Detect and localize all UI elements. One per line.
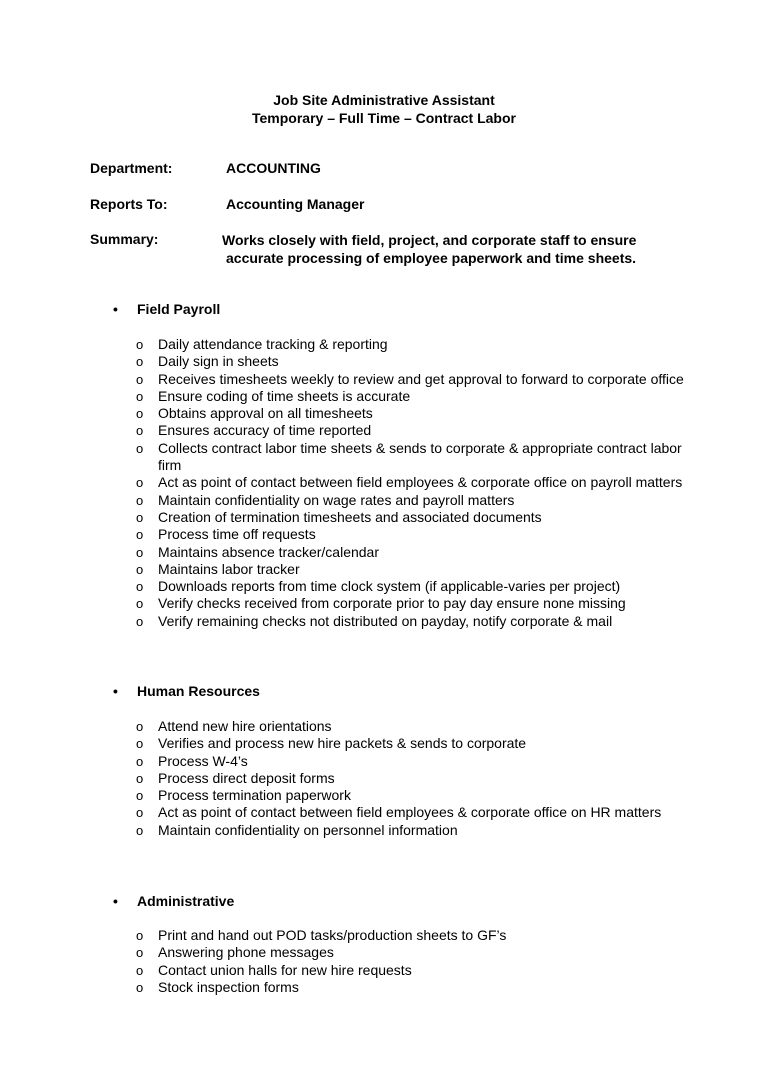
circle-marker-icon: o (136, 527, 144, 543)
list-item (136, 613, 698, 630)
list-item (136, 440, 698, 475)
list-item (136, 804, 698, 821)
list-item (136, 353, 698, 370)
reports-to-label: Reports To: (90, 196, 168, 212)
list-item-text: Print and hand out POD tasks/production sheets to GF’s (158, 927, 507, 943)
circle-marker-icon: o (136, 962, 144, 978)
circle-marker-icon: o (136, 579, 144, 595)
circle-marker-icon: o (136, 928, 144, 943)
list-item (136, 544, 698, 561)
list-item (136, 526, 698, 543)
circle-marker-icon: o (136, 596, 144, 612)
circle-marker-icon: o (136, 770, 144, 786)
reports-to-value: Accounting Manager (226, 196, 365, 212)
list-item-text: Process W-4’s (158, 752, 248, 769)
list-item-text: Daily attendance tracking & reporting (158, 336, 388, 352)
section-title: Field Payroll (137, 301, 221, 317)
list-item-text: Receives timesheets weekly to review and get approval to forward to corporate office (158, 370, 684, 387)
list-item (136, 962, 698, 979)
list-item-text: Contact union halls for new hire requests (158, 961, 412, 978)
list-item (136, 388, 698, 405)
list-item-text: Maintains labor tracker (158, 560, 300, 577)
summary-line-1: Works closely with field, project, and corporate staff to ensure (222, 232, 637, 248)
list-item (136, 578, 698, 595)
list-item-text: Collects contract labor time sheets & sends to corporate & appropriate contract labor firm (158, 439, 682, 474)
list-item (136, 787, 698, 804)
list-item-text: Downloads reports from time clock system (if applicable-varies per project) (158, 578, 621, 595)
circle-marker-icon: o (136, 719, 144, 734)
bullet-icon: • (113, 893, 118, 909)
human-resources-list (136, 718, 698, 839)
list-item (136, 371, 698, 388)
list-item-text: Maintains absence tracker/calendar (158, 543, 380, 560)
circle-marker-icon: o (136, 475, 144, 491)
summary-text (222, 231, 692, 267)
list-item-text: Creation of termination timesheets and associated documents (158, 508, 542, 525)
list-item (136, 927, 698, 944)
circle-marker-icon: o (136, 406, 144, 422)
administrative-list (136, 927, 698, 996)
list-item-text: Attend new hire orientations (158, 718, 332, 734)
circle-marker-icon: o (136, 492, 144, 508)
circle-marker-icon: o (136, 337, 144, 352)
summary-label: Summary: (90, 231, 159, 247)
list-item-text: Ensures accuracy of time reported (158, 422, 372, 439)
circle-marker-icon: o (136, 945, 144, 961)
list-item (136, 822, 698, 839)
list-item (136, 474, 698, 491)
list-item-text: Obtains approval on all timesheets (158, 405, 373, 422)
circle-marker-icon: o (136, 753, 144, 769)
list-item-text: Stock inspection forms (158, 978, 299, 995)
section-title: Human Resources (137, 683, 260, 699)
list-item-text: Answering phone messages (158, 944, 334, 961)
department-label: Department: (90, 160, 173, 176)
circle-marker-icon: o (136, 440, 144, 456)
circle-marker-icon: o (136, 544, 144, 560)
summary-line-2: accurate processing of employee paperwork and time sheets. (226, 250, 637, 266)
list-item-text: Process direct deposit forms (158, 769, 335, 786)
field-payroll-list (136, 336, 698, 630)
list-item (136, 509, 698, 526)
bullet-icon: • (113, 683, 118, 699)
circle-marker-icon: o (136, 354, 144, 370)
circle-marker-icon: o (136, 822, 144, 838)
circle-marker-icon: o (136, 805, 144, 821)
list-item-text: Act as point of contact between field employees & corporate office on payroll matters (158, 474, 683, 491)
list-item (136, 735, 698, 752)
circle-marker-icon: o (136, 613, 144, 629)
list-item (136, 492, 698, 509)
document-subtitle: Temporary – Full Time – Contract Labor (252, 110, 516, 126)
list-item (136, 422, 698, 439)
list-item-text: Process termination paperwork (158, 787, 351, 804)
list-item-text: Process time off requests (158, 526, 316, 543)
list-item-text: Maintain confidentiality on personnel information (158, 821, 458, 838)
list-item (136, 595, 698, 612)
list-item (136, 336, 698, 353)
circle-marker-icon: o (136, 371, 144, 387)
list-item-text: Daily sign in sheets (158, 353, 279, 370)
list-item (136, 561, 698, 578)
circle-marker-icon: o (136, 736, 144, 752)
list-item (136, 979, 698, 996)
document-title: Job Site Administrative Assistant (273, 92, 495, 108)
list-item (136, 770, 698, 787)
section-title: Administrative (137, 893, 235, 909)
list-item (136, 753, 698, 770)
list-item-text: Verify checks received from corporate prior to pay day ensure none missing (158, 595, 626, 612)
list-item (136, 718, 698, 735)
circle-marker-icon: o (136, 423, 144, 439)
circle-marker-icon: o (136, 788, 144, 804)
department-value: ACCOUNTING (226, 160, 321, 176)
list-item-text: Ensure coding of time sheets is accurate (158, 387, 411, 404)
circle-marker-icon: o (136, 388, 144, 404)
circle-marker-icon: o (136, 979, 144, 995)
list-item-text: Verify remaining checks not distributed on payday, notify corporate & mail (158, 612, 613, 629)
list-item (136, 944, 698, 961)
circle-marker-icon: o (136, 509, 144, 525)
list-item-text: Act as point of contact between field employees & corporate office on HR matters (158, 804, 662, 821)
circle-marker-icon: o (136, 561, 144, 577)
list-item (136, 405, 698, 422)
list-item-text: Maintain confidentiality on wage rates and payroll matters (158, 491, 515, 508)
bullet-icon: • (113, 301, 118, 317)
list-item-text: Verifies and process new hire packets & sends to corporate (158, 735, 527, 752)
